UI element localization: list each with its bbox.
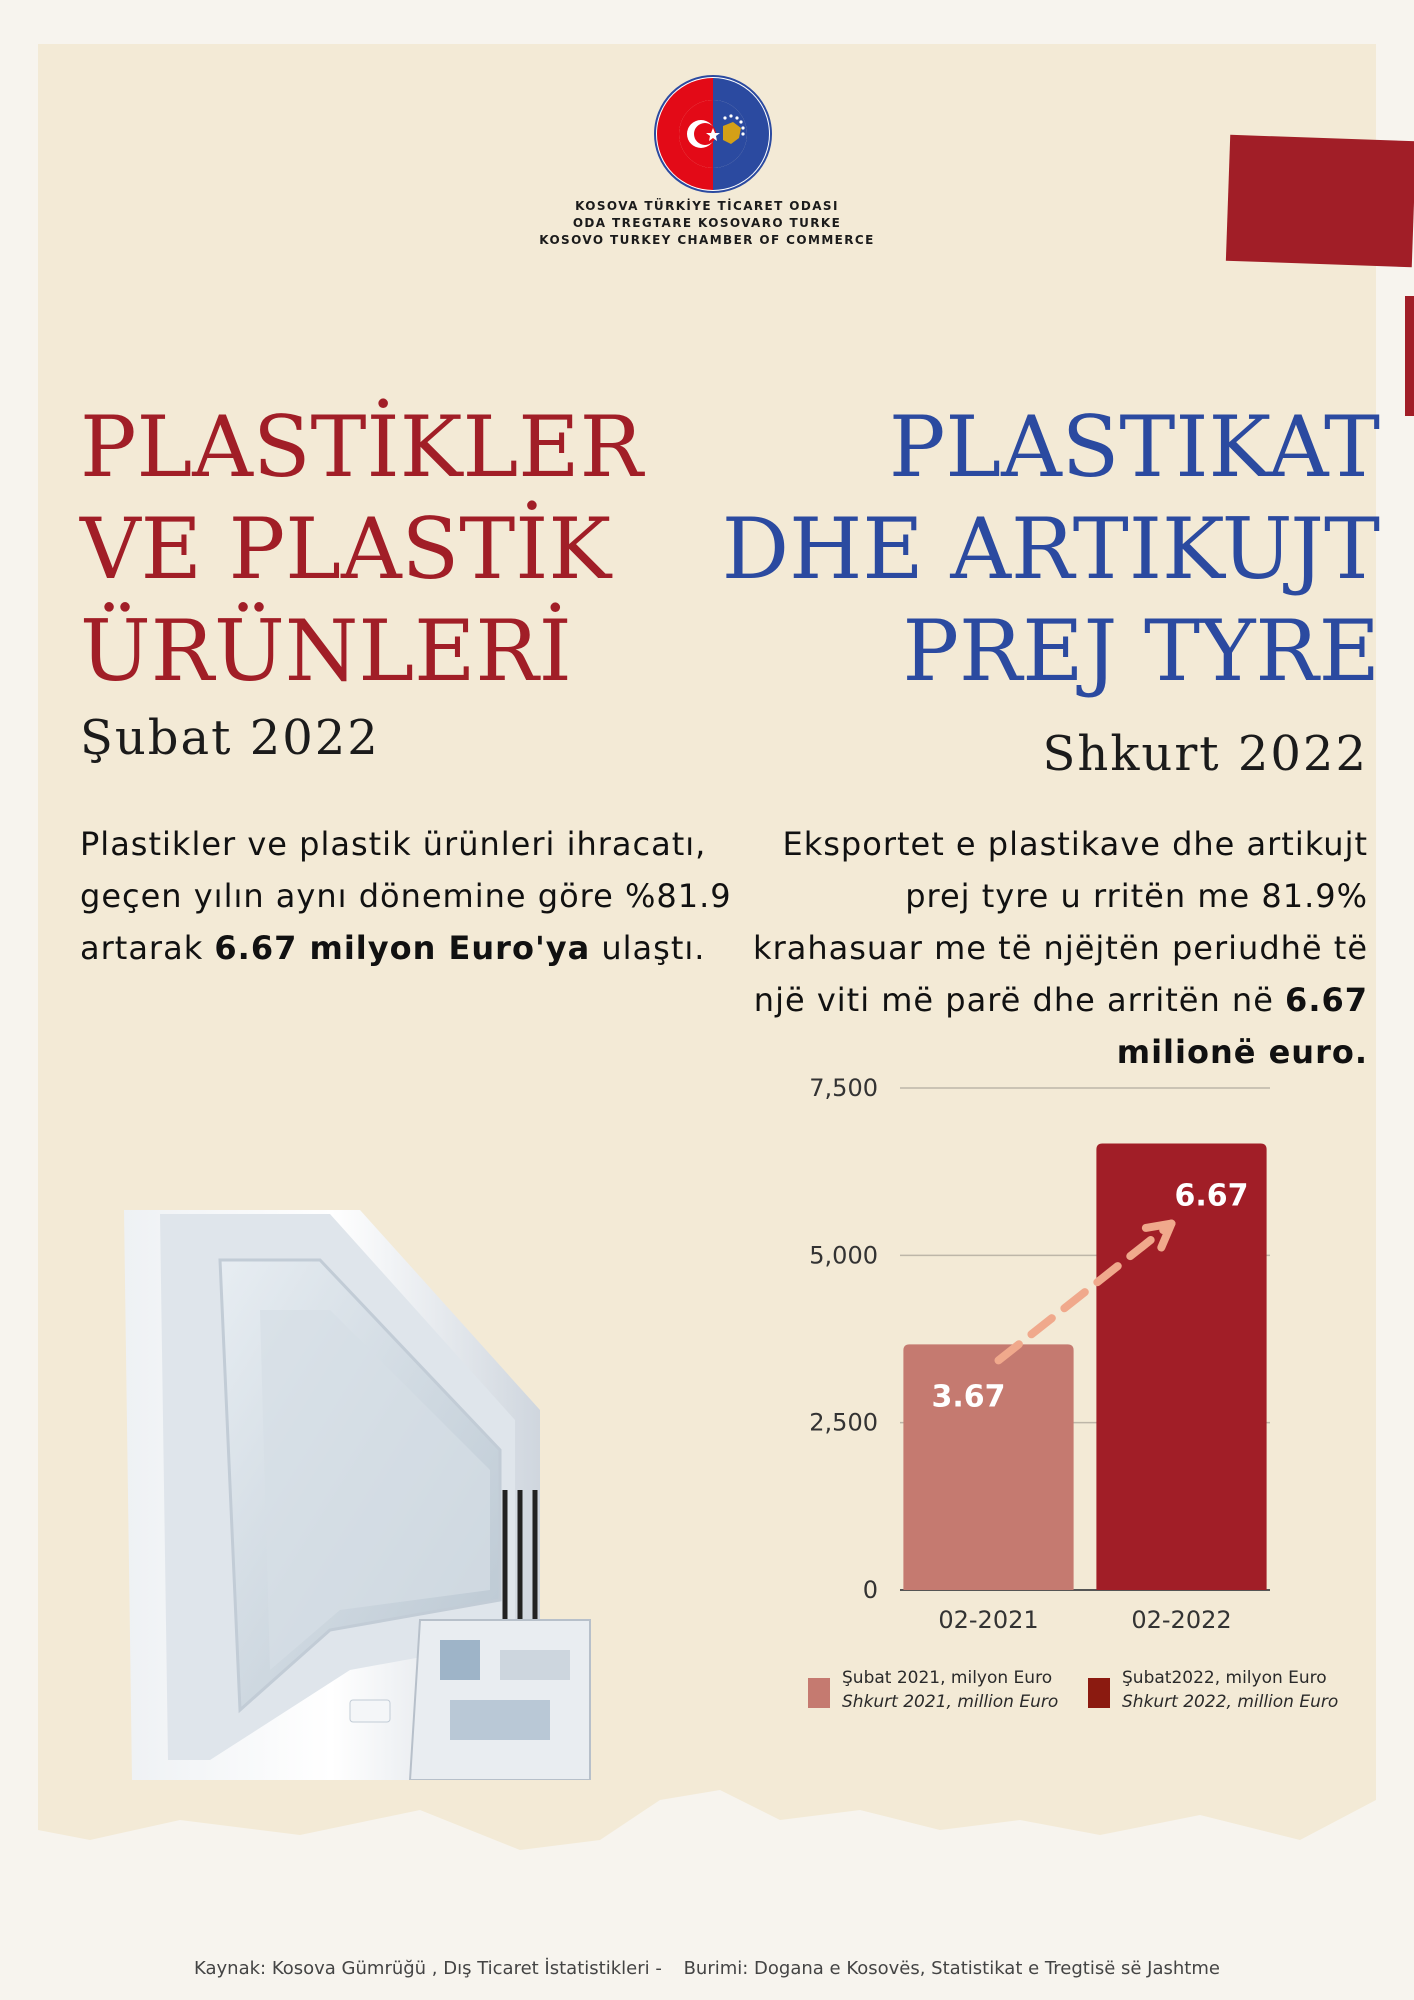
period-albanian: Shkurt 2022 xyxy=(1042,726,1368,782)
chamber-name-sq: ODA TREGTARE KOSOVARO TURKE xyxy=(572,216,842,230)
source-footer xyxy=(0,1958,1414,1979)
title-tr-line-1: PLASTİKLER xyxy=(80,398,643,496)
description-tr-suffix: ulaştı. xyxy=(590,929,706,967)
legend-swatch-2021 xyxy=(808,1678,830,1708)
y-tick-label: 5,000 xyxy=(809,1241,878,1270)
source-tr: Kaynak: Kosova Gümrüğü , Dış Ticaret İstatistikleri - xyxy=(194,1958,662,1979)
x-tick-label: 02-2022 xyxy=(1131,1606,1232,1634)
y-tick-label: 2,500 xyxy=(809,1408,878,1437)
description-sq-text: Eksportet e plastikave dhe artikujt prej tyre u rritën me 81.9% krahasuar me të njëjtën periudhë të një viti më parë dhe arritën në xyxy=(753,825,1368,1019)
x-tick-label: 02-2021 xyxy=(938,1606,1039,1634)
description-albanian xyxy=(748,818,1368,1078)
period-turkish: Şubat 2022 xyxy=(80,710,380,766)
description-tr-bold: 6.67 milyon Euro'ya xyxy=(214,929,591,967)
y-tick-label: 0 xyxy=(862,1576,878,1604)
chamber-names xyxy=(500,198,914,249)
y-tick-label: 7,500 xyxy=(809,1074,878,1102)
legend-2022-line-1: Şubat2022, milyon Euro xyxy=(1122,1668,1327,1688)
decorative-red-strip xyxy=(1405,296,1414,416)
title-tr-line-2: VE PLASTİK xyxy=(80,500,612,598)
chamber-name-tr: KOSOVA TÜRKİYE TİCARET ODASI xyxy=(575,199,839,213)
legend-swatch-2022 xyxy=(1088,1678,1110,1708)
legend-2021-line-2: Shkurt 2021, million Euro xyxy=(842,1692,1059,1712)
bar-value-label: 6.67 xyxy=(1174,1178,1249,1214)
bar-value-label: 3.67 xyxy=(931,1379,1006,1415)
chamber-name-en: KOSOVO TURKEY CHAMBER OF COMMERCE xyxy=(539,233,875,247)
legend-2021-line-1: Şubat 2021, milyon Euro xyxy=(842,1668,1053,1688)
description-turkish xyxy=(80,818,760,974)
description-tr-text: Plastikler ve plastik ürünleri ihracatı, geçen yılın aynı dönemine göre %81.9 artarak xyxy=(80,825,732,967)
chamber-logo xyxy=(653,74,773,194)
title-sq-line-1: PLASTIKAT xyxy=(888,398,1380,496)
export-bar-chart xyxy=(770,1060,1390,1660)
pvc-window-illustration xyxy=(120,1200,620,1780)
title-tr-line-3: ÜRÜNLERİ xyxy=(80,602,572,700)
description-sq-bold: 6.67 milionë euro. xyxy=(1116,981,1368,1071)
title-turkish xyxy=(80,396,643,702)
source-sq: Burimi: Dogana e Kosovës, Statistikat e Tregtisë së Jashtme xyxy=(683,1958,1220,1979)
legend-2022-line-2: Shkurt 2022, million Euro xyxy=(1122,1692,1339,1712)
chart-legend xyxy=(808,1666,1368,1726)
title-albanian xyxy=(722,396,1380,702)
decorative-red-block xyxy=(1226,135,1414,267)
title-sq-line-3: PREJ TYRE xyxy=(902,602,1380,700)
title-sq-line-2: DHE ARTIKUJT xyxy=(721,500,1380,598)
